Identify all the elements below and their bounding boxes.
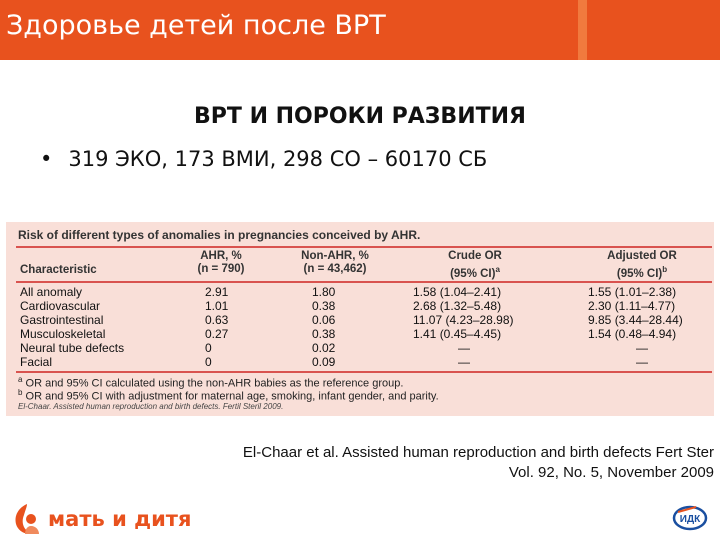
reference-line-2: Vol. 92, No. 5, November 2009	[508, 464, 714, 481]
header-adjusted-or: Adjusted OR (95% CI)$^b$	[607, 250, 677, 280]
slide-title: ВРТ И ПОРОКИ РАЗВИТИЯ	[194, 104, 526, 129]
table-header-rule	[16, 281, 712, 283]
header-crude-or: Crude OR (95% CI)$^a$	[448, 250, 502, 280]
reference-citation	[243, 443, 714, 483]
mother-child-logo-icon	[12, 502, 42, 536]
table-row: Neural tube defects 0 0.02 — —	[20, 341, 648, 355]
table-top-rule	[16, 246, 712, 248]
table-row: Cardiovascular 1.01 0.38 2.68 (1.32–5.48) 2.30 (1.11–4.77)	[20, 299, 676, 313]
bullet-text: 319 ЭКО, 173 ВМИ, 298 СО – 60170 СБ	[68, 147, 488, 171]
header-stripe	[578, 0, 587, 60]
footnote-b: $^b$ OR and 95% CI with adjustment for maternal age, smoking, infant gender, and parity.	[18, 388, 439, 403]
table-source: El-Chaar. Assisted human reproduction and birth defects. Fertil Steril 2009.	[18, 402, 284, 411]
table-row: All anomaly 2.91 1.80 1.58 (1.04–2.41) 1.55 (1.01–2.38)	[20, 285, 677, 299]
table-row: Musculoskeletal 0.27 0.38 1.41 (0.45–4.45) 1.54 (0.48–4.94)	[20, 327, 677, 341]
slide-header	[0, 0, 720, 60]
reference-line-1: El-Chaar et al. Assisted human reproduction and birth defects Fert Ster	[242, 444, 714, 461]
table-bottom-rule	[16, 371, 712, 373]
bullet-dot-icon: •	[40, 147, 53, 171]
table-caption: Risk of different types of anomalies in pregnancies conceived by AHR.	[18, 228, 421, 242]
idk-logo-text: ИДК	[679, 514, 701, 525]
mother-child-logo	[12, 502, 191, 536]
bullet-item	[40, 147, 487, 171]
header-characteristic: Characteristic	[20, 264, 97, 276]
header-ahr: AHR, % (n = 790)	[197, 250, 245, 275]
footnote-a: $^a$ OR and 95% CI calculated using the non-AHR babies as the reference group.	[18, 375, 404, 390]
table-row: Facial 0 0.09 — —	[20, 355, 648, 369]
header-title: Здоровье детей после ВРТ	[6, 10, 386, 41]
anomaly-table-image	[6, 222, 714, 416]
header-nonahr: Non-AHR, % (n = 43,462)	[301, 250, 369, 275]
logo-text: мать и дитя	[48, 507, 192, 531]
table-row: Gastrointestinal 0.63 0.06 11.07 (4.23–28.98) 9.85 (3.44–28.44)	[20, 313, 683, 327]
idk-logo-icon	[672, 504, 708, 532]
